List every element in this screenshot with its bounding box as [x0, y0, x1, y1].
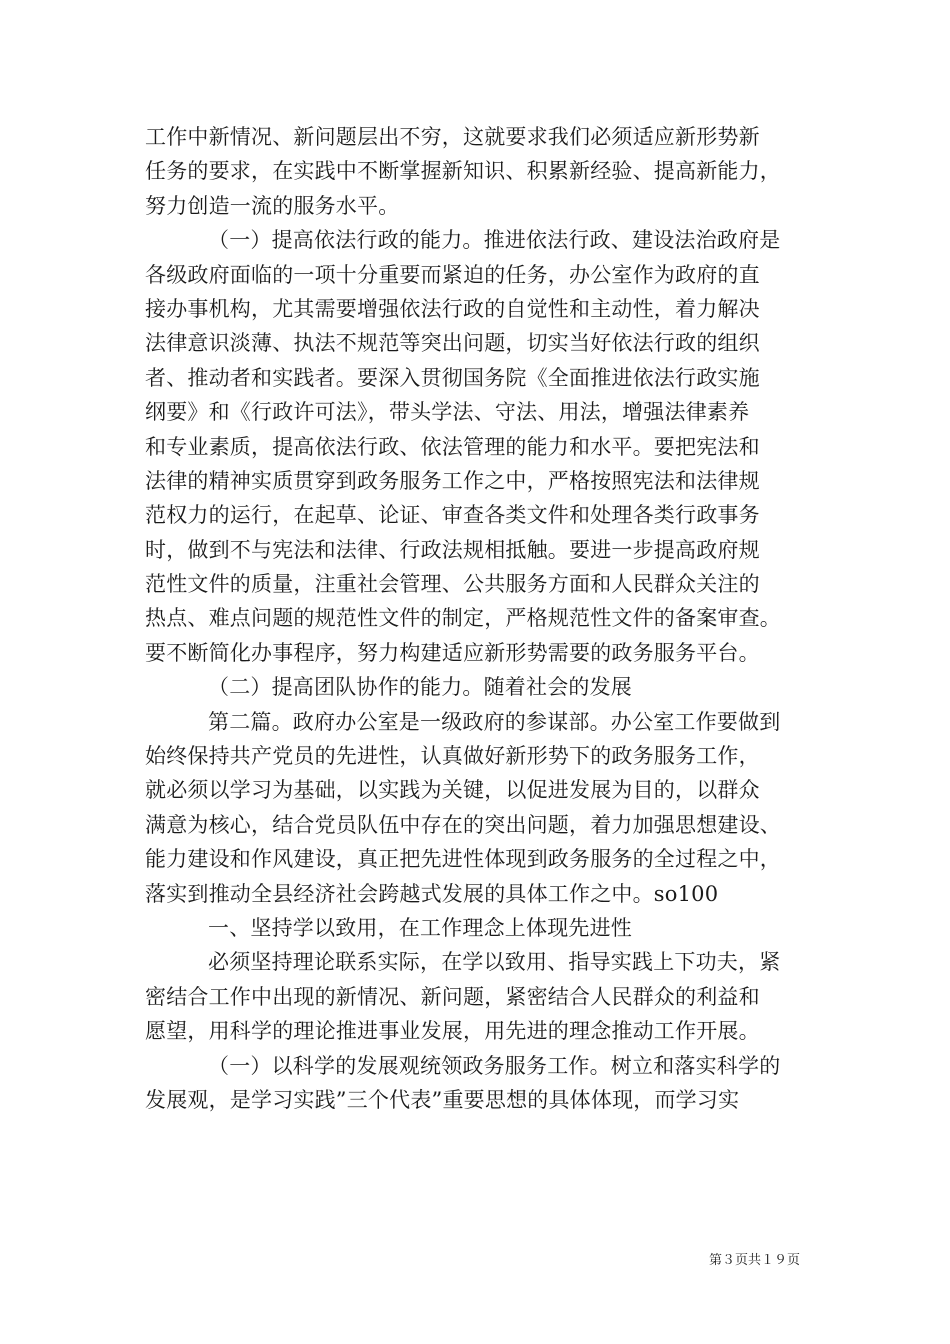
text-line: 能力建设和作风建设，真正把先进性体现到政务服务的全过程之中， [145, 847, 781, 872]
document-body [145, 120, 815, 1117]
text-line: 时，做到不与宪法和法律、行政法规相抵触。要进一步提高政府规 [145, 537, 760, 562]
text-line: 就必须以学习为基础，以实践为关键，以促进发展为目的，以群众 [145, 778, 760, 803]
text-line: 任务的要求，在实践中不断掌握新知识、积累新经验、提高新能力， [145, 159, 781, 184]
text-line: 热点、难点问题的规范性文件的制定，严格规范性文件的备案审查。 [145, 606, 781, 631]
text-line: （一）以科学的发展观统领政务服务工作。树立和落实科学的 [208, 1053, 781, 1078]
text-line: 第二篇。政府办公室是一级政府的参谋部。办公室工作要做到 [208, 709, 781, 734]
text-line: 始终保持共产党员的先进性，认真做好新形势下的政务服务工作， [145, 744, 760, 769]
text-line: 和专业素质，提高依法行政、依法管理的能力和水平。要把宪法和 [145, 434, 760, 459]
text-line: 法律的精神实质贯穿到政务服务工作之中，严格按照宪法和法律规 [145, 468, 760, 493]
text-line: （二）提高团队协作的能力。随着社会的发展 [208, 675, 632, 700]
text-line: 落实到推动全县经济社会跨越式发展的具体工作之中。so100 [145, 881, 719, 906]
text-line: 密结合工作中出现的新情况、新问题，紧密结合人民群众的利益和 [145, 984, 760, 1009]
text-line: 要不断简化办事程序，努力构建适应新形势需要的政务服务平台。 [145, 640, 760, 665]
text-line: 愿望，用科学的理论推进事业发展，用先进的理念推动工作开展。 [145, 1019, 760, 1044]
text-line: 满意为核心，结合党员队伍中存在的突出问题，着力加强思想建设、 [145, 812, 781, 837]
page-number: 第３页共１９页 [709, 1253, 801, 1268]
text-line: 努力创造一流的服务水平。 [145, 193, 400, 218]
text-line: 范权力的运行，在起草、论证、审查各类文件和处理各类行政事务 [145, 503, 760, 528]
text-line: 一、坚持学以致用，在工作理念上体现先进性 [208, 915, 632, 940]
text-line: 各级政府面临的一项十分重要而紧迫的任务，办公室作为政府的直 [145, 262, 760, 287]
text-line: 工作中新情况、新问题层出不穷，这就要求我们必须适应新形势新 [145, 125, 760, 149]
text-line: 发展观，是学习实践”三个代表”重要思想的具体体现，而学习实 [145, 1087, 740, 1112]
text-line: 必须坚持理论联系实际，在学以致用、指导实践上下功夫，紧 [208, 950, 781, 975]
text-line: 法律意识淡薄、执法不规范等突出问题，切实当好依法行政的组织 [145, 331, 760, 356]
text-line: 接办事机构，尤其需要增强依法行政的自觉性和主动性，着力解决 [145, 296, 760, 321]
text-line: （一）提高依法行政的能力。推进依法行政、建设法治政府是 [208, 228, 781, 253]
text-line: 纲要》和《行政许可法》，带头学法、守法、用法，增强法律素养 [145, 400, 750, 425]
text-line: 范性文件的质量，注重社会管理、公共服务方面和人民群众关注的 [145, 572, 760, 597]
text-line: 者、推动者和实践者。要深入贯彻国务院《全面推进依法行政实施 [145, 365, 760, 390]
